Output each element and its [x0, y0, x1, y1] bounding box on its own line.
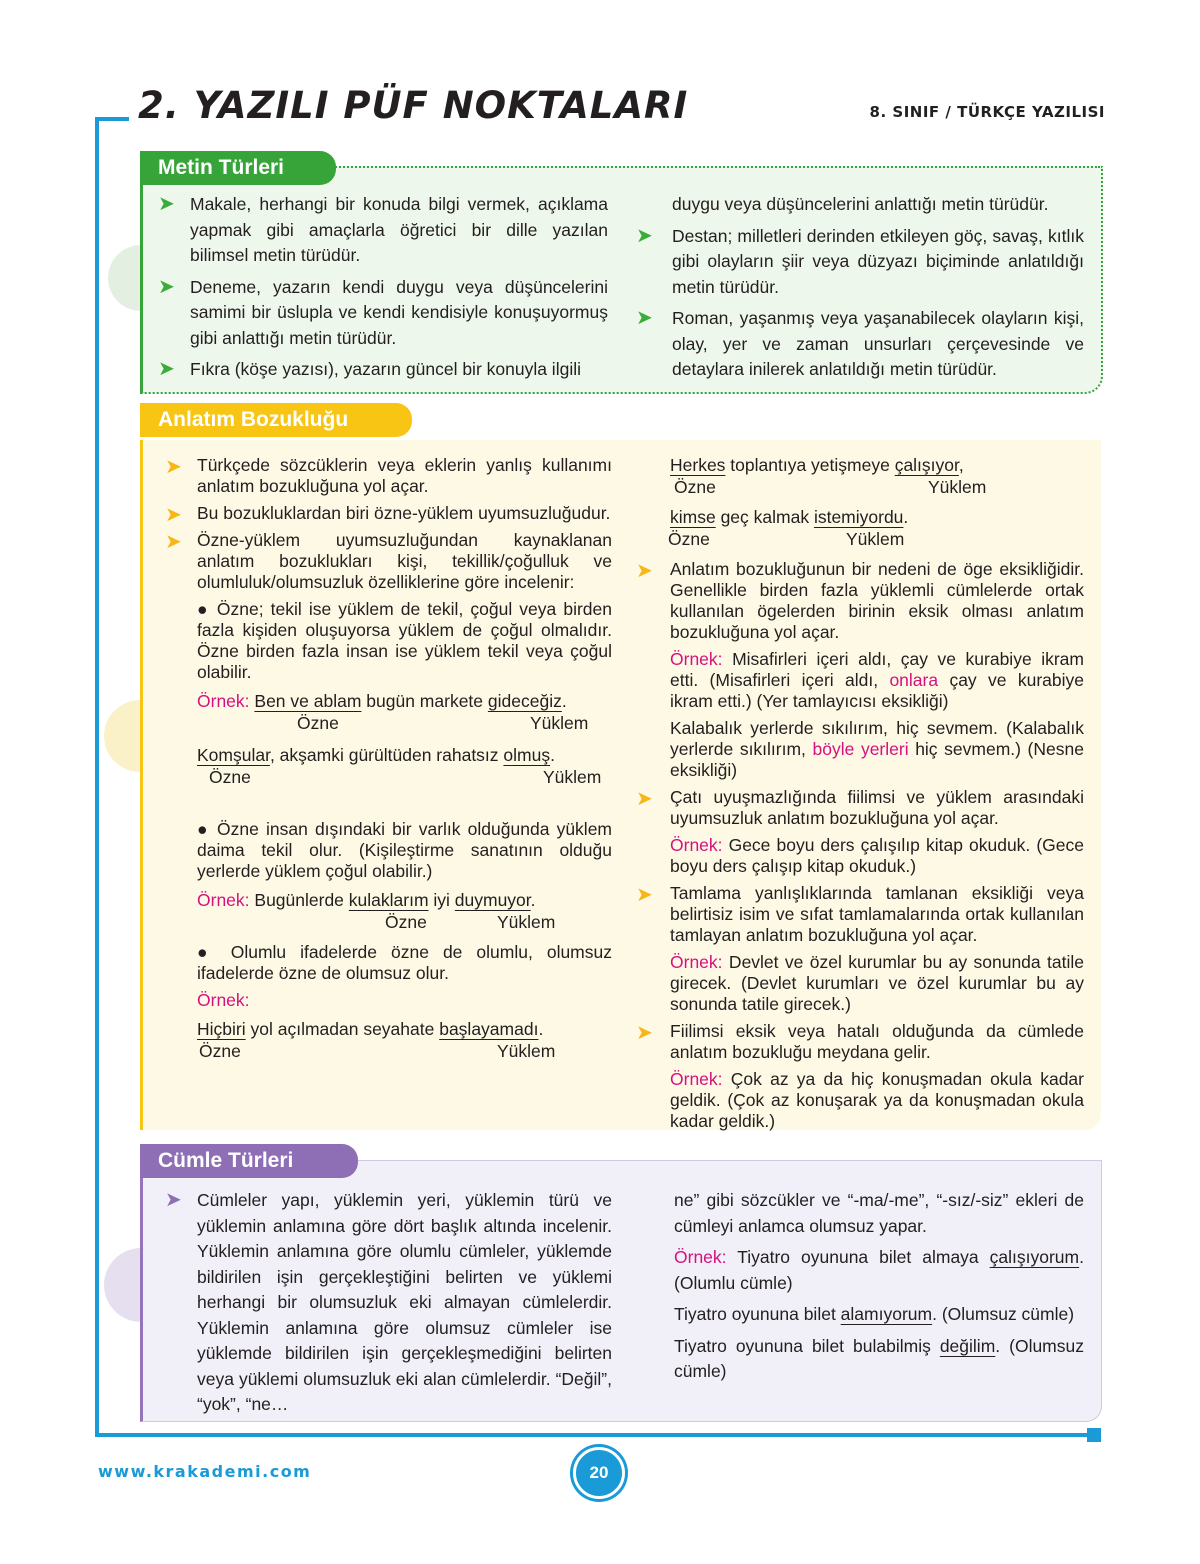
sentence-start: Bugünlerde — [249, 890, 349, 910]
list-item — [636, 787, 1084, 829]
list-item — [636, 1021, 1084, 1063]
subject-label: Özne — [209, 767, 251, 787]
metin-turleri-heading: Metin Türleri — [140, 151, 336, 185]
metin-turleri-left-column — [158, 192, 608, 391]
bullet-text: Bu bozukluklardan biri özne-yüklem uyumsuzluğudur. — [197, 503, 611, 523]
predicate-word: alamıyorum — [840, 1304, 933, 1324]
sentence-middle: yol açılmadan seyahate — [245, 1019, 440, 1039]
example-label: Örnek: — [670, 649, 723, 669]
sentence-end: , — [958, 455, 964, 475]
example-sentence — [636, 835, 1084, 877]
sentence-text: . (Olumsuz cümle) — [932, 1304, 1075, 1324]
highlight-word: böyle yerleri — [812, 739, 909, 759]
list-item — [636, 559, 1084, 643]
metin-turleri-right-column — [636, 192, 1084, 391]
example-sentence — [197, 888, 612, 912]
sentence-text: . (Olumsuz cümle) — [674, 1335, 1084, 1381]
example-sentence — [670, 505, 1084, 529]
cumle-turleri-heading: Cümle Türleri — [140, 1144, 358, 1178]
example-sentence — [636, 1069, 1084, 1132]
sentence-text: Çok az ya da hiç konuşmadan okula kadar geldik. (Çok az konuşarak ya da konuşmadan okula kadar geldik.) — [670, 1069, 1084, 1131]
sentence-text: hiç sevmem.) (Nesne eksikliği) — [670, 739, 1084, 780]
subject-word: Hiçbiri — [197, 1019, 246, 1039]
arrow-icon: ➤ — [165, 504, 182, 526]
examples-block — [636, 649, 1084, 781]
example-sentence — [670, 649, 1084, 712]
predicate-word: başlayamadı — [439, 1019, 539, 1039]
predicate-word: olmuş — [503, 745, 551, 765]
highlight-word: onlara — [889, 670, 939, 690]
sentence-middle: , akşamki gürültüden rahatsız — [269, 745, 504, 765]
bullet-text: Anlatım bozukluğunun bir nedeni de öge eksikliğidir. Genellikle birden fazla yüklemli cümlelerde ortak kullanılan ögelerden birinin eksik olması anlatım bozukluğuna yol açar. — [670, 559, 1084, 642]
sentence-middle: bugün markete — [361, 691, 488, 711]
subject-word: Herkes — [670, 455, 726, 475]
bullet-text: Roman, yaşanmış veya yaşanabilecek olayların kişi, olay, yer ve zaman unsurları çerçevesinde ve detaylara inilerek anlatıldığı metin türüdür. — [672, 308, 1084, 379]
predicate-word: çalışıyorum — [989, 1247, 1080, 1267]
list-item — [636, 883, 1084, 946]
predicate-label: Yüklem — [497, 1041, 556, 1061]
bullet-text: Fıkra (köşe yazısı), yazarın güncel bir konuyla ilgili — [190, 359, 581, 379]
sentence-text: Kalabalık yerlerde sıkılırım, hiç sevmem. (Kalabalık yerlerde sıkılırım, — [670, 718, 1084, 759]
subject-label: Özne — [385, 912, 427, 932]
sentence-text: Tiyatro oyununa bilet bulabilmiş — [674, 1335, 940, 1356]
subject-label: Özne — [297, 713, 339, 733]
example-sentence — [670, 718, 1084, 781]
grammar-labels — [670, 477, 1084, 501]
continued-text: duygu veya düşüncelerini anlattığı metin türüdür. — [672, 194, 1049, 214]
anlatim-bozuklugu-heading: Anlatım Bozukluğu — [140, 403, 412, 437]
predicate-word: gideceğiz — [487, 691, 562, 711]
sentence-end: . — [530, 890, 536, 910]
arrow-icon: ➤ — [165, 456, 182, 478]
predicate-word: istemiyordu — [813, 507, 904, 527]
example-label: Örnek: — [670, 1069, 723, 1089]
arrow-icon: ➤ — [636, 884, 653, 906]
rule-text: ● Özne insan dışındaki bir varlık olduğunda yüklem daima tekil olur. (Kişileştirme sanatının olduğu yerlerde yüklem çoğul olabilir.) — [197, 819, 612, 881]
examples-continued — [636, 453, 1084, 553]
rule-text: ● Olumlu ifadelerde özne de olumlu, olumsuz ifadelerde özne de olumsuz olur. — [197, 942, 612, 983]
sentence-middle: toplantıya yetişmeye — [725, 455, 895, 475]
grammar-labels — [197, 912, 612, 936]
example-sentence — [197, 689, 612, 713]
grammar-labels — [670, 529, 1084, 553]
list-item — [636, 306, 1084, 383]
predicate-word: çalışıyor — [894, 455, 959, 475]
bullet-text: Çatı uyuşmazlığında fiilimsi ve yüklem arasındaki uyumsuzluk anlatım bozukluğuna yol açar. — [670, 787, 1084, 828]
page-subtitle: 8. SINIF / TÜRKÇE YAZILISI — [869, 103, 1105, 121]
example-label: Örnek: — [674, 1247, 727, 1267]
subject-word: Ben ve ablam — [254, 691, 362, 711]
page-frame-left — [95, 117, 99, 1437]
example-sentence — [674, 1245, 1084, 1296]
arrow-icon: ➤ — [636, 788, 653, 810]
grammar-labels — [197, 767, 612, 791]
bullet-text: Deneme, yazarın kendi duygu veya düşüncelerini samimi bir üslupla ve kendi kendisiyle konuşuyormuş gibi anlattığı metin türüdür. — [190, 276, 608, 348]
predicate-label: Yüklem — [928, 477, 987, 497]
list-item — [165, 530, 612, 593]
example-sentence — [197, 743, 612, 767]
bullet-text: Türkçede sözcüklerin veya eklerin yanlış kullanımı anlatım bozukluğuna yol açar. — [197, 455, 612, 496]
sentence-text: . (Olumlu cümle) — [674, 1247, 1084, 1293]
subject-word: kimse — [670, 507, 716, 527]
sentence-text: Tiyatro oyununa bilet almaya — [726, 1247, 990, 1267]
grammar-labels — [197, 713, 612, 737]
grammar-labels — [197, 1041, 612, 1065]
sentence-text: çay ve kurabiye ikram etti.) (Yer tamlayıcısı eksikliği) — [670, 670, 1084, 711]
list-item — [158, 357, 608, 383]
subject-label: Özne — [674, 477, 716, 497]
list-item — [165, 1188, 612, 1418]
bullet-text: Tamlama yanlışlıklarında tamlanan eksikliği veya belirtisiz isim ve sıfat tamlamalarında ortak kullanılan tamlayan anlatım bozukluğuna yol açar. — [670, 883, 1084, 945]
arrow-icon: ➤ — [636, 1022, 653, 1044]
continued-text: ne” gibi sözcükler ve “-ma/-me”, “-sız/-siz” ekleri de cümleyi anlamca olumsuz yapar. — [674, 1190, 1084, 1236]
example-label: Örnek: — [670, 952, 723, 972]
bullet-text: Özne-yüklem uyumsuzluğundan kaynaklanan anlatım bozuklukları kişi, tekillik/çoğulluk ve olumluluk/olumsuzluk özelliklerine göre incelenir: — [197, 530, 612, 592]
sentence-text: Misafirleri içeri aldı, çay ve kurabiye ikram etti. (Misafirleri içeri aldı, — [670, 649, 1084, 690]
sentence-text: Tiyatro oyununa bilet — [674, 1304, 841, 1324]
cumle-turleri-right-column — [674, 1188, 1084, 1385]
example-label: Örnek: — [197, 890, 250, 910]
bullet-text: Fiilimsi eksik veya hatalı olduğunda da cümlede anlatım bozukluğu meydana gelir. — [670, 1021, 1084, 1062]
sentence-end: . — [538, 1019, 544, 1039]
arrow-icon: ➤ — [158, 193, 175, 215]
sentence-end: . — [903, 507, 909, 527]
list-item — [636, 224, 1084, 301]
bullet-text: Cümleler yapı, yüklemin yeri, yüklemin türü ve yüklemin anlamına göre dört başlık altında incelenir. Yüklemin anlamına göre olumlu cümleler, yüklemde bildirilen işin gerçekleştiğini belirten ve yüklemi herhangi bir olumsuzluk eki almayan cümlelerdir. Yüklemin anlamına göre olumsuz cümleler ise yüklemde bildirilen işin gerçekleşmediğini belirten veya yüklemi olumsuzluk eki alan cümlelerdir. “Değil”, “yok”, “ne… — [197, 1190, 612, 1414]
bullet-text: Destan; milletleri derinden etkileyen göç, savaş, kıtlık gibi olayların şiir veya düzyazı biçiminde anlatıldığı metin türüdür. — [672, 225, 1084, 297]
example-label: Örnek: — [197, 691, 250, 711]
page-frame-bottom — [95, 1433, 1095, 1437]
sentence-middle: iyi — [428, 890, 455, 910]
example-label: Örnek: — [197, 990, 250, 1010]
example-sentence — [197, 1017, 612, 1041]
arrow-icon: ➤ — [636, 224, 653, 247]
example-sentence — [674, 1302, 1084, 1328]
sentence-text: Devlet ve özel kurumlar bu ay sonunda tatile girecek. (Devlet kurumları ve özel kurumlar bu ay sonunda tatile girecek.) — [670, 952, 1084, 1014]
sentence-end: . — [561, 691, 567, 711]
example-label: Örnek: — [670, 835, 723, 855]
subject-word: kulaklarım — [348, 890, 429, 910]
list-item — [158, 275, 608, 352]
rule-text: ● Özne; tekil ise yüklem de tekil, çoğul veya birden fazla kişiden oluşuyorsa yüklem de çoğul olmalıdır. Özne birden fazla insan ise yüklem tekil veya çoğul olabilir. — [197, 599, 612, 682]
arrow-icon: ➤ — [158, 275, 175, 298]
predicate-word: duymuyor — [454, 890, 531, 910]
sub-points — [165, 599, 612, 1065]
subject-label: Özne — [199, 1041, 241, 1061]
predicate-label: Yüklem — [846, 529, 905, 549]
example-sentence — [670, 453, 1084, 477]
predicate-label: Yüklem — [543, 767, 602, 787]
arrow-icon: ➤ — [636, 307, 653, 329]
predicate-label: Yüklem — [530, 713, 589, 733]
list-item — [165, 455, 612, 497]
page-frame-top — [95, 117, 129, 121]
predicate-label: Yüklem — [497, 912, 556, 932]
arrow-icon: ➤ — [165, 531, 182, 553]
website-link[interactable]: www.krakademi.com — [98, 1462, 312, 1481]
subject-label: Özne — [668, 529, 710, 549]
anlatim-bozuklugu-right-column — [636, 453, 1084, 1132]
arrow-icon: ➤ — [636, 560, 653, 582]
example-sentence — [636, 952, 1084, 1015]
sentence-middle: geç kalmak — [715, 507, 814, 527]
example-sentence — [674, 1334, 1084, 1385]
sentence-end: . — [550, 745, 555, 765]
page-title: 2. YAZILI PÜF NOKTALARI — [138, 84, 689, 127]
anlatim-bozuklugu-left-column — [165, 455, 612, 1065]
subject-word: Komşular — [197, 745, 270, 765]
sentence-text: Gece boyu ders çalışılıp kitap okuduk. (Gece boyu ders çalışıp kitap okuduk.) — [670, 835, 1084, 876]
page-number: 20 — [573, 1447, 625, 1499]
predicate-word: değilim — [939, 1335, 996, 1356]
list-item — [158, 192, 608, 269]
arrow-icon: ➤ — [165, 1189, 182, 1211]
list-item — [165, 503, 612, 524]
frame-corner-square — [1087, 1428, 1101, 1442]
arrow-icon: ➤ — [158, 358, 175, 380]
bullet-text: Makale, herhangi bir konuda bilgi vermek, açıklama yapmak gibi amaçlarla öğretici bir dille yazılan bilimsel metin türüdür. — [190, 194, 608, 265]
cumle-turleri-left-column — [165, 1188, 612, 1426]
